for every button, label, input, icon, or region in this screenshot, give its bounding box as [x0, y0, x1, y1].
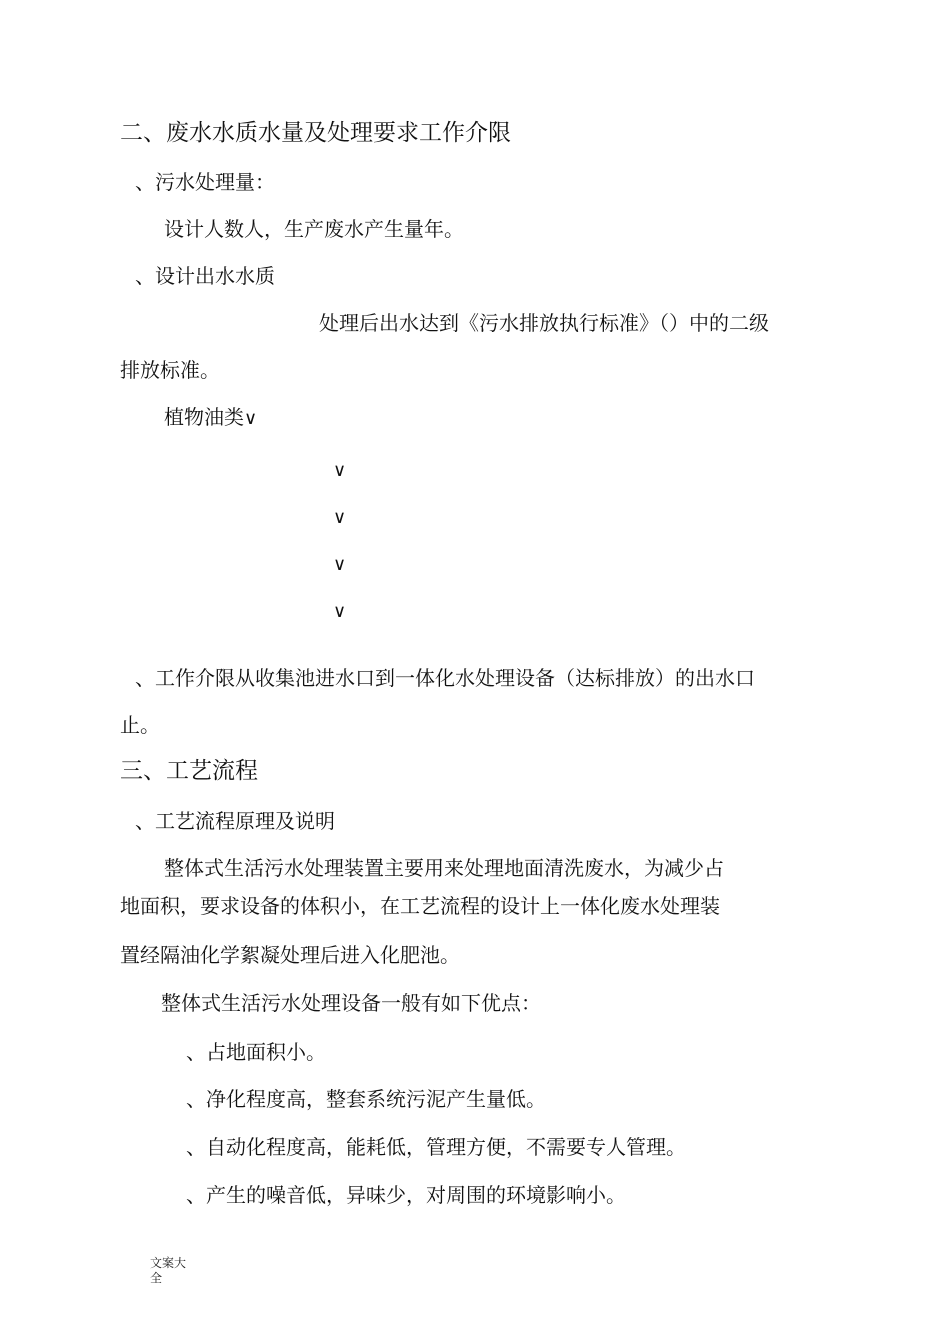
footer-watermark — [150, 1256, 198, 1286]
effluent-standard-line2: 排放标准。 — [120, 358, 220, 382]
advantage-item: 、占地面积小。 — [186, 1040, 326, 1064]
footer-line2: 全 — [150, 1271, 163, 1285]
advantage-item: 、净化程度高，整套系统污泥产生量低。 — [186, 1087, 546, 1111]
quality-symbol: ∨ — [333, 507, 347, 527]
advantage-item: 、自动化程度高，能耗低，管理方便，不需要专人管理。 — [186, 1135, 686, 1159]
scope-line1: 、工作介限从收集池进水口到一体化水处理设备（达标排放）的出水口 — [135, 666, 755, 690]
process-para-line1: 整体式生活污水处理装置主要用来处理地面清洗废水，为减少占 — [164, 856, 724, 880]
section3-heading: 三、工艺流程 — [120, 758, 258, 784]
quality-symbol: ∨ — [333, 554, 347, 574]
item-title-treatment-volume: 、污水处理量： — [135, 170, 275, 194]
item-title-effluent-quality: 、设计出水水质 — [135, 264, 275, 288]
footer-line1: 文案大 — [150, 1256, 187, 1270]
section2-heading: 二、废水水质水量及处理要求工作介限 — [120, 120, 511, 146]
quality-row-symbol: ∨ — [244, 408, 258, 428]
item-title-process-principle: 、工艺流程原理及说明 — [135, 809, 335, 833]
advantage-item: 、产生的噪音低，异味少，对周围的环境影响小。 — [186, 1183, 626, 1207]
effluent-standard-line1: 处理后出水达到《污水排放执行标准》（）中的二级 — [319, 311, 769, 335]
process-para-line2: 地面积，要求设备的体积小，在工艺流程的设计上一体化废水处理装 — [120, 894, 720, 918]
scope-line2: 止。 — [120, 713, 160, 737]
quality-row-label: 植物油类 — [164, 405, 244, 429]
treatment-volume-text: 设计人数人，生产废水产生量年。 — [164, 217, 464, 241]
quality-symbol: ∨ — [333, 601, 347, 621]
advantages-intro: 整体式生活污水处理设备一般有如下优点： — [161, 991, 541, 1015]
quality-table-row1 — [164, 404, 257, 431]
process-para-line3: 置经隔油化学絮凝处理后进入化肥池。 — [120, 943, 460, 967]
quality-symbol: ∨ — [333, 460, 347, 480]
